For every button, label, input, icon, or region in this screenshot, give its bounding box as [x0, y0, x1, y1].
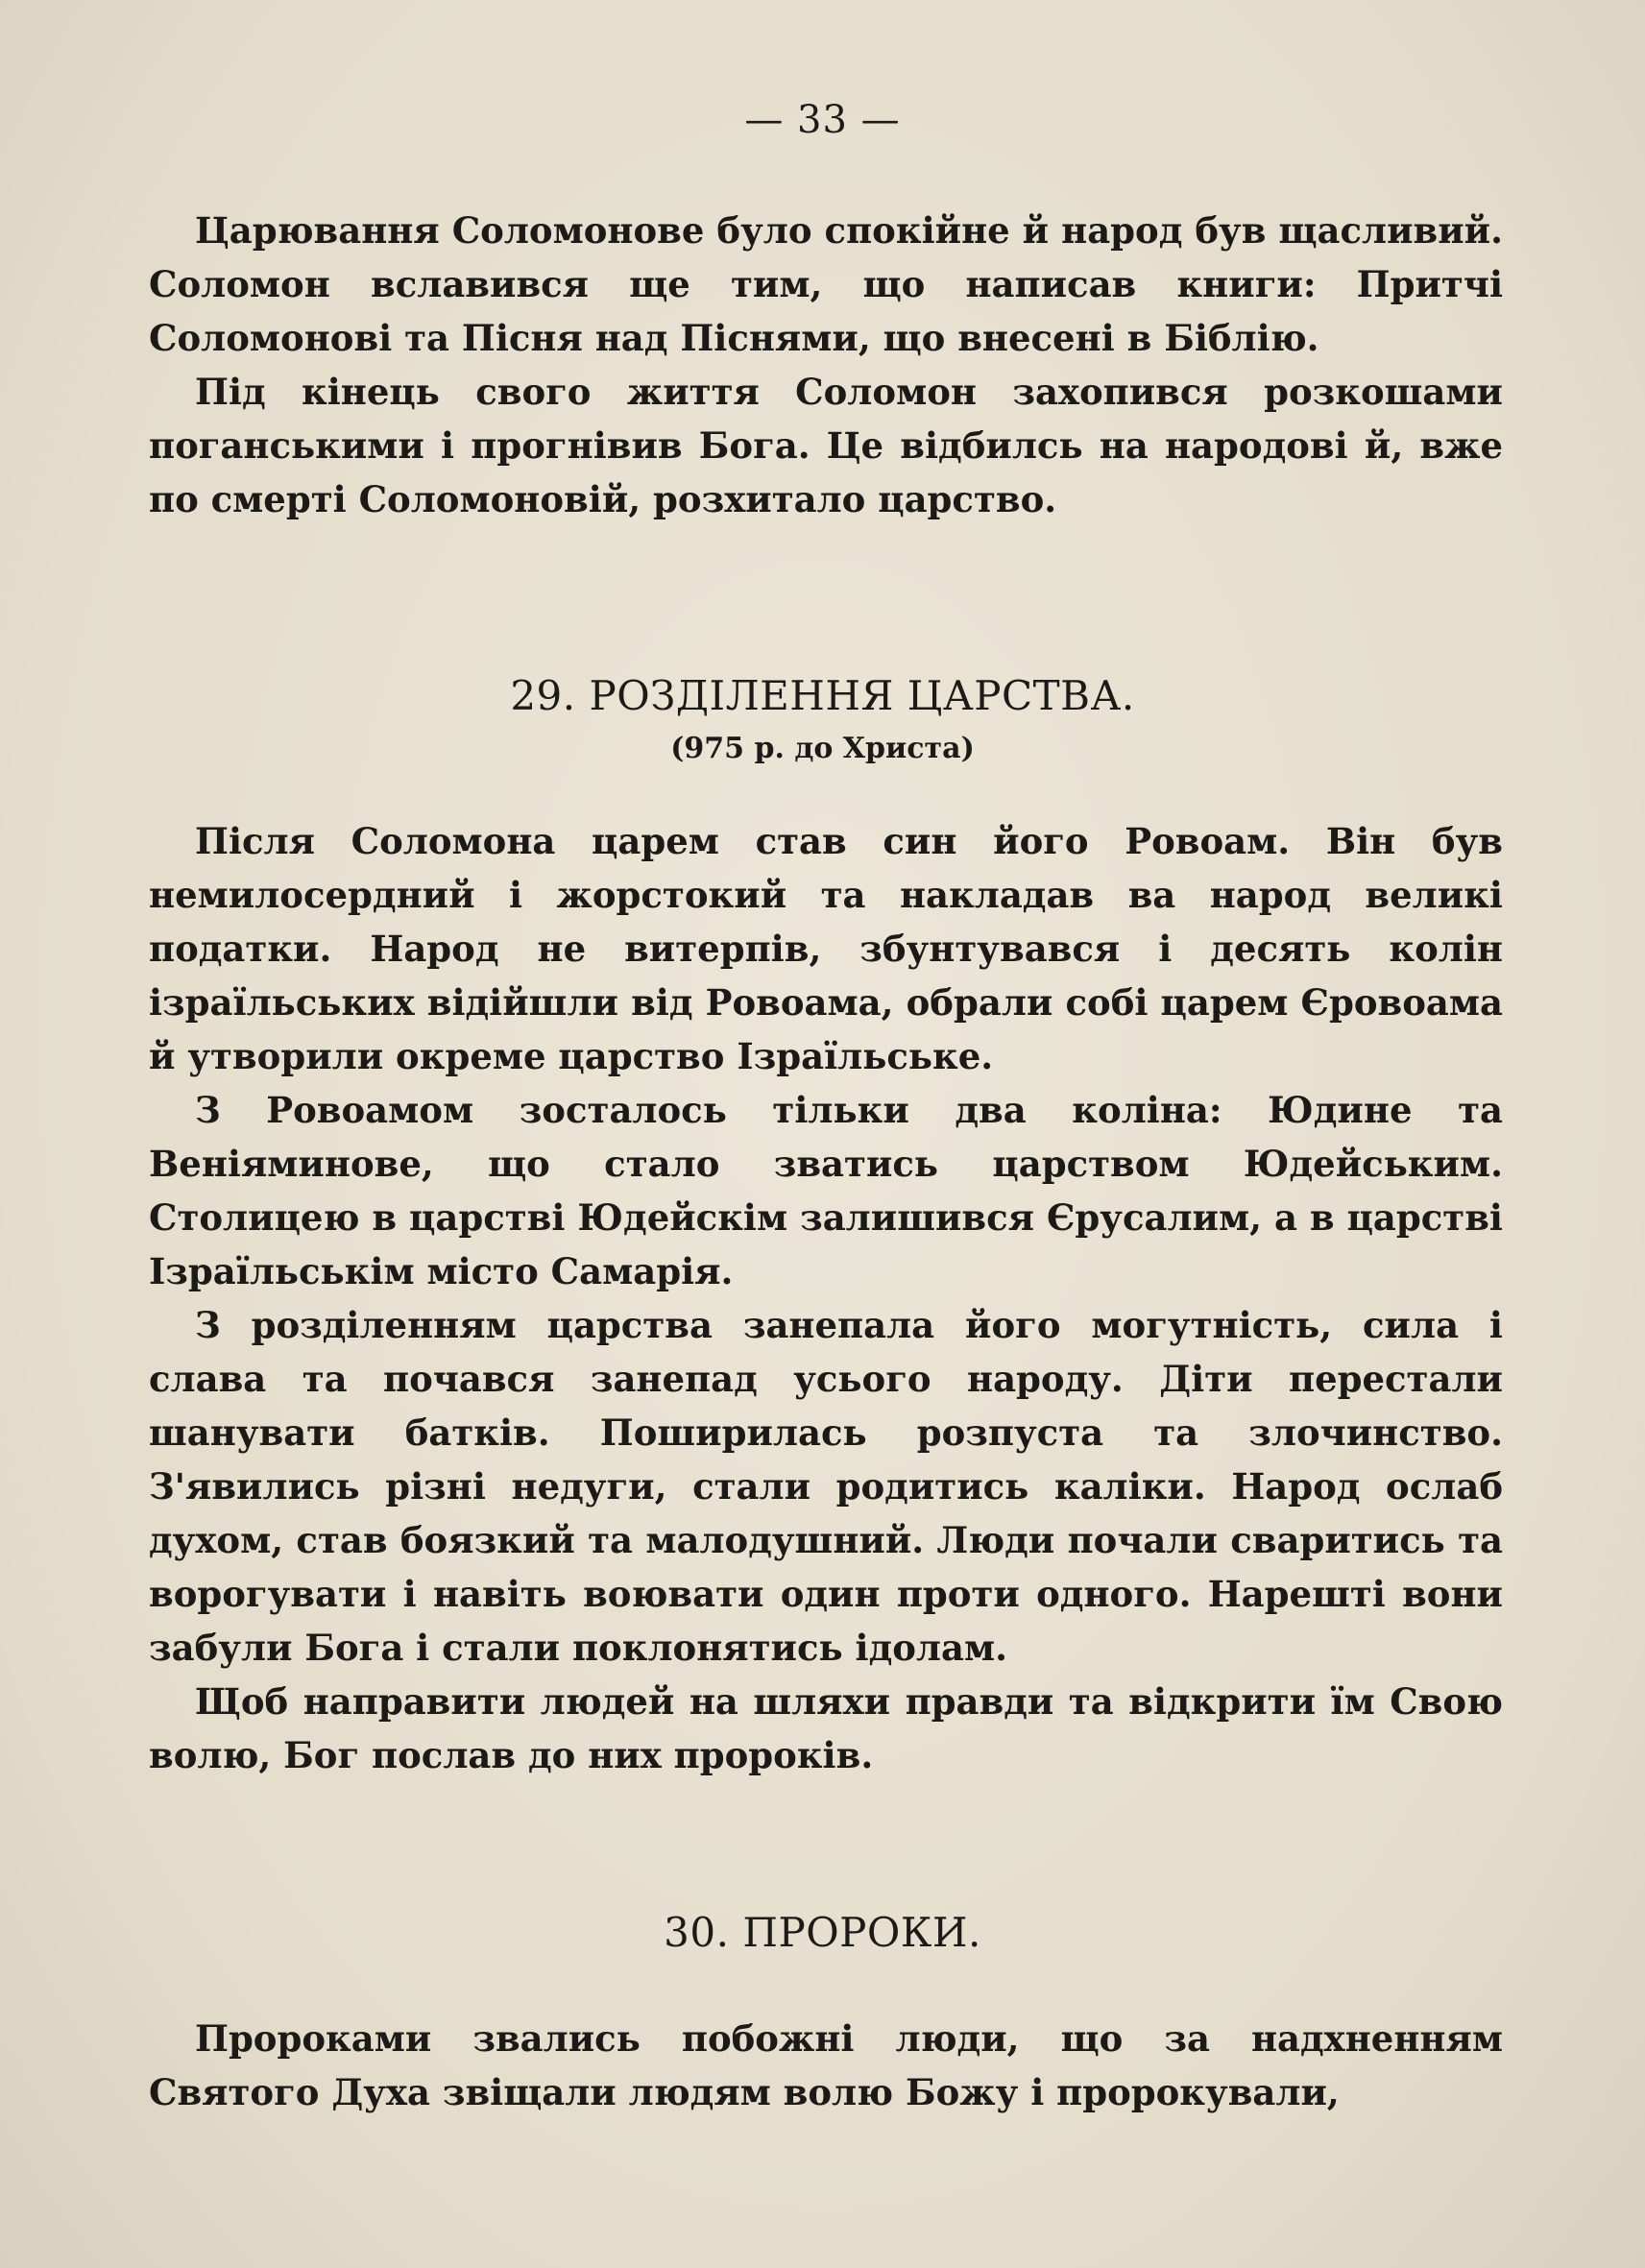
paragraph: З Ровоамом зосталось тільки два коліна: Юдине та Веніяминове, що стало зватись царством Юдейським. Столицею в царстві Юдейскім залишився Єрусалим, а в царстві Ізраїльськім місто Самарія. [149, 1089, 1503, 1292]
intro-text [149, 204, 1503, 526]
section-subheading-29: (975 р. до Христа) [670, 732, 975, 765]
paragraph: Під кінець свого життя Соломон захопився розкошами поганськими і прогнівив Бога. Це відбилсь на народові й, вже по смерті Соломоновій, розхитало царство. [149, 371, 1503, 520]
section-29-text [149, 814, 1503, 1782]
paragraph: Царювання Соломонове було спокійне й народ був щасливий. Соломон вславився ще тим, що написав книги: Притчі Соломонові та Пісня над Піснями, що внесені в Біблію. [149, 209, 1503, 359]
paragraph: Щоб направити людей на шляхи правди та відкрити їм Свою волю, Бог послав до них пророків. [149, 1680, 1503, 1776]
paragraph: З розділенням царства занепала його могутність, сила і слава та почався занепад усього народу. Діти перестали шанувати батків. Поширилась розпуста та злочинство. З'явились різні недуги, стали родитись каліки. Народ ослаб духом, став боязкий та малодушний. Люди почали сваритись та ворогувати і навіть воювати один проти одного. Нарешті вони забули Бога і стали поклонятись ідолам. [149, 1304, 1503, 1669]
section-heading-30: 30. ПРОРОКИ. [664, 1909, 981, 1956]
paragraph: Пророками звались побожні люди, що за надхненням Святого Духа звіщали людям волю Божу і пророкували, [149, 2017, 1503, 2113]
section-30-text [149, 2012, 1503, 2119]
paragraph: Після Соломона царем став син його Ровоам. Він був немилосердний і жорстокий та накладав ва народ великі податки. Народ не витерпів, збунтувався і десять колін ізраїльських відійшли від Ровоама, обрали собі царем Єровоама й утворили окреме царство Ізраїльське. [149, 820, 1503, 1077]
page-number: — 33 — [744, 98, 901, 142]
section-heading-29: 29. РОЗДІЛЕННЯ ЦАРСТВА. [510, 672, 1135, 719]
